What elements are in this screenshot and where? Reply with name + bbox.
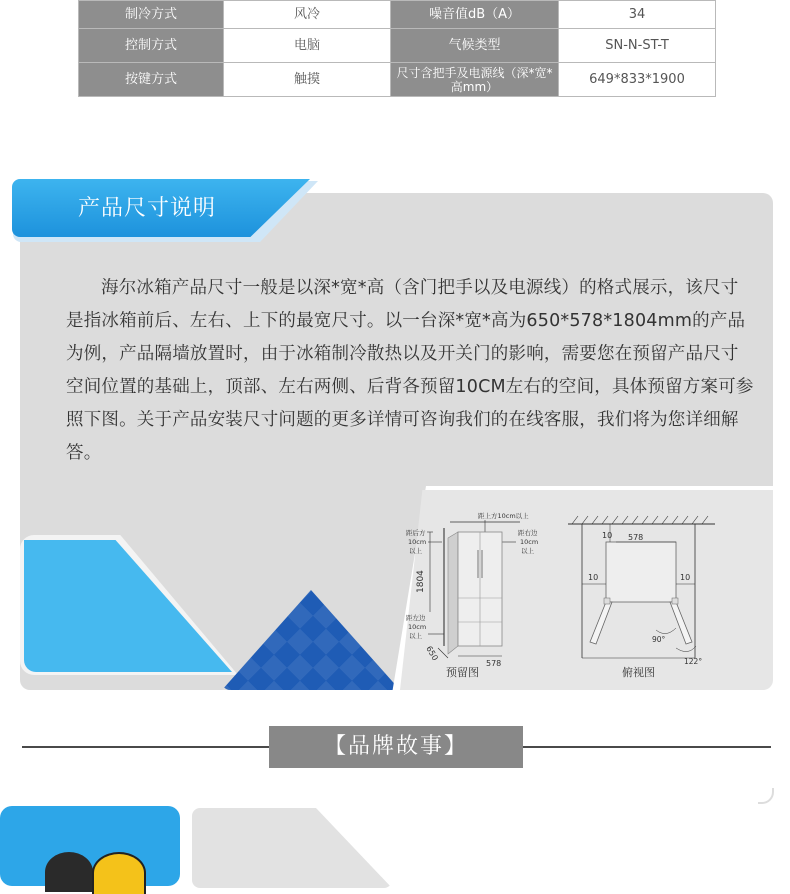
- spec-value: SN-N-ST-T: [559, 29, 716, 63]
- table-row: [79, 29, 716, 63]
- spec-key: 制冷方式: [79, 1, 224, 29]
- left-gap-value: 10: [588, 573, 599, 582]
- svg-text:以上: 以上: [409, 547, 422, 555]
- spec-key: 噪音值dB（A）: [391, 1, 559, 29]
- spec-value: 触摸: [224, 63, 391, 97]
- section-title: 产品尺寸说明: [78, 196, 217, 221]
- angle-122: 122°: [684, 657, 703, 666]
- brand-pattern-card: [192, 808, 392, 888]
- cartoon-character-icon: [45, 852, 93, 892]
- cartoon-character-icon: [92, 852, 146, 894]
- divider-line: [22, 746, 269, 748]
- spec-key: 尺寸含把手及电源线（深*宽*高mm）: [391, 63, 559, 97]
- spec-value: 649*833*1900: [559, 63, 716, 97]
- front-view: [406, 511, 538, 679]
- height-value: 1804: [416, 570, 426, 593]
- spec-table: [78, 0, 716, 97]
- spec-key: 按键方式: [79, 63, 224, 97]
- top-gap-label: 距上方10cm以上: [478, 512, 529, 520]
- svg-text:以上: 以上: [521, 547, 534, 555]
- back-gap-label: 距后方: [406, 529, 426, 537]
- width-value: 578: [486, 659, 502, 668]
- left-gap-label: 距左边: [406, 614, 426, 622]
- brand-story-title: 【品牌故事】: [269, 726, 523, 768]
- right-gap-label: 距右边: [518, 529, 538, 537]
- top-gap-value: 10: [602, 531, 613, 540]
- top-view-caption: 俯视图: [622, 666, 655, 679]
- table-row: [79, 63, 716, 97]
- decoration-shape: [758, 788, 774, 804]
- svg-text:10cm: 10cm: [520, 538, 539, 546]
- angle-90: 90°: [652, 635, 666, 644]
- svg-text:10cm: 10cm: [408, 623, 427, 631]
- svg-text:10cm: 10cm: [408, 538, 427, 546]
- spec-value: 34: [559, 1, 716, 29]
- size-description: 海尔冰箱产品尺寸一般是以深*宽*高（含门把手以及电源线）的格式展示，该尺寸是指冰箱前后、左右、上下的最宽尺寸。以一台深*宽*高为650*578*1804mm的产品为例，产品隔墙放置时，由于冰箱制冷散热以及开关门的影响，需要您在预留产品尺寸空间位置的基础上，顶部、左右两侧、后背各预留10CM左右的空间，具体预留方案可参照下图。关于产品安装尺寸问题的更多详情可咨询我们的在线客服，我们将为您详细解答。: [66, 278, 754, 463]
- spec-key: 气候类型: [391, 29, 559, 63]
- top-view: [568, 516, 715, 679]
- front-view-caption: 预留图: [446, 666, 479, 679]
- depth-value: 650: [424, 644, 440, 663]
- divider-line: [523, 746, 771, 748]
- spec-key: 控制方式: [79, 29, 224, 63]
- table-row: [79, 1, 716, 29]
- top-width-value: 578: [628, 533, 644, 542]
- svg-text:以上: 以上: [409, 632, 422, 640]
- right-gap-value: 10: [680, 573, 691, 582]
- installation-diagram: [390, 498, 780, 688]
- spec-value: 电脑: [224, 29, 391, 63]
- spec-value: 风冷: [224, 1, 391, 29]
